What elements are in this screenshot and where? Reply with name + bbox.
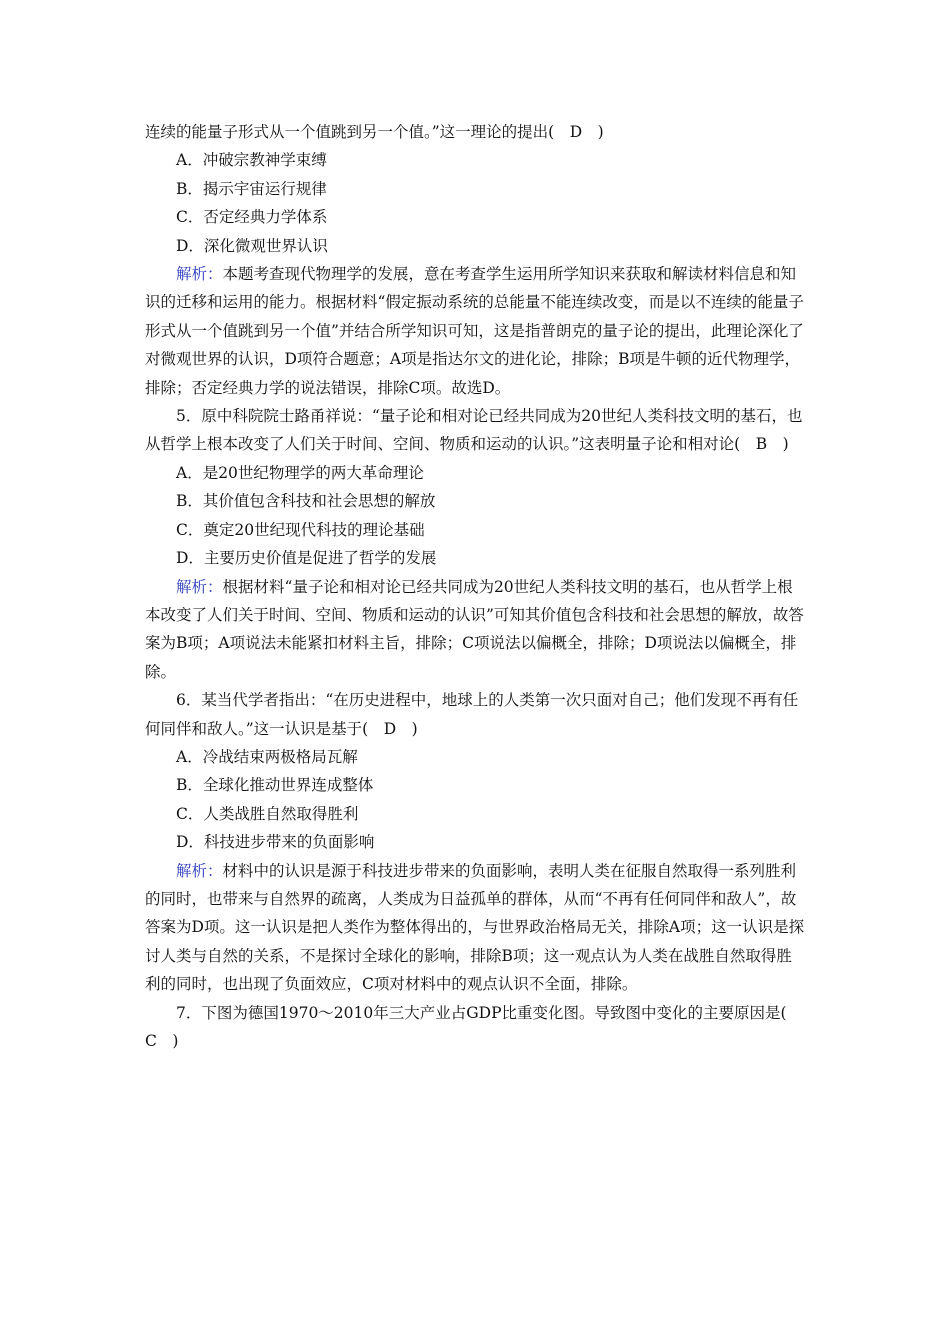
question-7 bbox=[145, 999, 807, 1056]
option-c: C．否定经典力学体系 bbox=[176, 208, 328, 227]
analysis-text: 根据材料“量子论和相对论已经共同成为20世纪人类科技文明的基石，也从哲学上根本改变了人们关于时间、空间、物质和运动的认识”可知其价值包含科技和社会思想的解放，故答案为B项；A项说法未能紧扣材料主旨，排除；C项说法以偏概全，排除；D项说法以偏概全，排除。 bbox=[145, 577, 804, 681]
question-5-options bbox=[145, 459, 807, 573]
question-5 bbox=[145, 402, 807, 686]
question-6 bbox=[145, 686, 807, 998]
question-5-analysis bbox=[145, 573, 807, 687]
option-a: A．是20世纪物理学的两大革命理论 bbox=[176, 463, 424, 482]
option-a: A．冲破宗教神学束缚 bbox=[176, 151, 327, 170]
analysis-text: 本题考查现代物理学的发展，意在考查学生运用所学知识来获取和解读材料信息和知识的迁移和运用的能力。根据材料“假定振动系统的总能量不能连续改变，而是以不连续的能量子形式从一个值跳到另一个值”并结合所学知识可知，这是指普朗克的量子论的提出，此理论深化了对微观世界的认识，D项符合题意；A项是指达尔文的进化论，排除；B项是牛顿的近代物理学，排除；否定经典力学的说法错误，排除C项。故选D。 bbox=[145, 265, 804, 397]
option-a: A．冷战结束两极格局瓦解 bbox=[176, 747, 358, 766]
option-b: B．全球化推动世界连成整体 bbox=[176, 776, 374, 795]
question-5-stem: 5．原中科院院士路甬祥说：“量子论和相对论已经共同成为20世纪人类科技文明的基石，也从哲学上根本改变了人们关于时间、空间、物质和运动的认识。”这表明量子论和相对论( B ) bbox=[145, 407, 803, 454]
analysis-text: 材料中的认识是源于科技进步带来的负面影响，表明人类在征服自然取得一系列胜利的同时，也带来与自然界的疏离，人类成为日益孤单的群体，从而“不再有任何同伴和敌人”，故答案为D项。这一认识是把人类作为整体得出的，与世界政治格局无关，排除A项；这一认识是探讨人类与自然的关系，不是探讨全球化的影响，排除B项；这一观点认为人类在战胜自然取得胜利的同时，也出现了负面效应，C项对材料中的观点认识不全面，排除。 bbox=[145, 861, 805, 994]
option-c: C．人类战胜自然取得胜利 bbox=[176, 804, 359, 823]
question-4-stem: 连续的能量子形式从一个值跳到另一个值。”这一理论的提出( D ) bbox=[145, 123, 604, 141]
analysis-label: 解析： bbox=[176, 265, 223, 284]
question-4 bbox=[145, 118, 807, 402]
question-6-options bbox=[145, 743, 807, 857]
question-7-stem: 7．下图为德国1970～2010年三大产业占GDP比重变化图。导致图中变化的主要原因是( C ) bbox=[145, 1003, 803, 1050]
analysis-label: 解析： bbox=[176, 861, 223, 880]
option-b: B．揭示宇宙运行规律 bbox=[176, 179, 327, 198]
question-6-stem: 6．某当代学者指出：“在历史进程中，地球上的人类第一次只面对自己；他们发现不再有任何同伴和敌人。”这一认识是基于( D ) bbox=[145, 691, 799, 738]
question-6-analysis bbox=[145, 857, 807, 999]
option-d: D．科技进步带来的负面影响 bbox=[176, 833, 375, 852]
option-d: D．深化微观世界认识 bbox=[176, 236, 328, 255]
option-d: D．主要历史价值是促进了哲学的发展 bbox=[176, 549, 437, 568]
question-4-options bbox=[145, 146, 807, 260]
option-b: B．其价值包含科技和社会思想的解放 bbox=[176, 492, 436, 511]
analysis-label: 解析： bbox=[176, 577, 223, 596]
option-c: C．奠定20世纪现代科技的理论基础 bbox=[176, 520, 425, 539]
document-page bbox=[145, 118, 807, 1055]
question-4-analysis bbox=[145, 260, 807, 402]
